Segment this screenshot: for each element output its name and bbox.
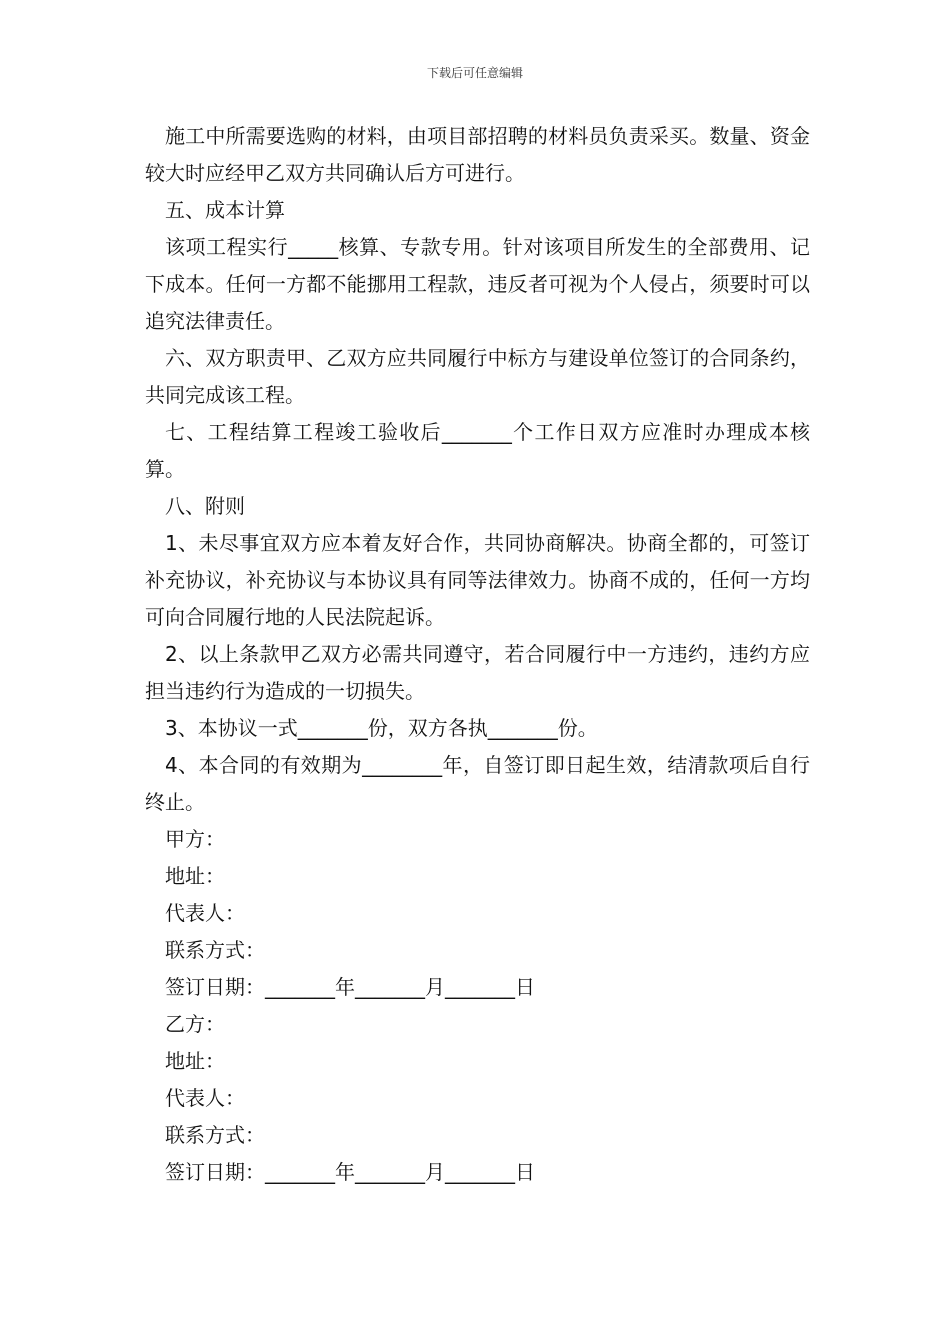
party-a-block xyxy=(145,821,810,1006)
party-a-date: 签订日期：_______年_______月_______日 xyxy=(165,975,535,999)
party-b-date: 签订日期：_______年_______月_______日 xyxy=(165,1160,535,1184)
paragraph-appendix-2: 2、以上条款甲乙双方必需共同遵守，若合同履行中一方违约，违约方应担当违约行为造成的一切损失。 xyxy=(145,642,810,703)
section-heading-cost: 五、成本计算 xyxy=(165,198,285,222)
paragraph-settlement: 七、工程结算工程竣工验收后_______个工作日双方应准时办理成本核算。 xyxy=(145,420,810,481)
paragraph-duties: 六、双方职责甲、乙双方应共同履行中标方与建设单位签订的合同条约，共同完成该工程。 xyxy=(145,346,810,407)
section-heading-appendix: 八、附则 xyxy=(165,494,245,518)
paragraph-appendix-4: 4、本合同的有效期为________年，自签订即日起生效，结清款项后自行终止。 xyxy=(145,753,810,814)
party-b-contact: 联系方式： xyxy=(165,1123,265,1147)
paragraph-appendix-1: 1、未尽事宜双方应本着友好合作，共同协商解决。协商全都的，可签订补充协议，补充协议与本协议具有同等法律效力。协商不成的，任何一方均可向合同履行地的人民法院起诉。 xyxy=(145,531,810,629)
paragraph-appendix-3: 3、本协议一式_______份，双方各执_______份。 xyxy=(165,716,598,740)
page-header: 下载后可任意编辑 xyxy=(426,66,523,80)
party-b-block xyxy=(145,1006,810,1191)
party-a-name: 甲方： xyxy=(165,827,225,851)
paragraph-cost: 该项工程实行_____核算、专款专用。针对该项目所发生的全部费用、记下成本。任何一方都不能挪用工程款，违反者可视为个人侵占，须要时可以追究法律责任。 xyxy=(145,235,810,333)
party-a-contact: 联系方式： xyxy=(165,938,265,962)
document-body xyxy=(145,118,810,1191)
party-a-address: 地址： xyxy=(165,864,225,888)
party-b-representative: 代表人： xyxy=(165,1086,245,1110)
paragraph-materials: 施工中所需要选购的材料，由项目部招聘的材料员负责采买。数量、资金较大时应经甲乙双方共同确认后方可进行。 xyxy=(145,124,810,185)
party-b-address: 地址： xyxy=(165,1049,225,1073)
party-b-name: 乙方： xyxy=(165,1012,225,1036)
party-a-representative: 代表人： xyxy=(165,901,245,925)
